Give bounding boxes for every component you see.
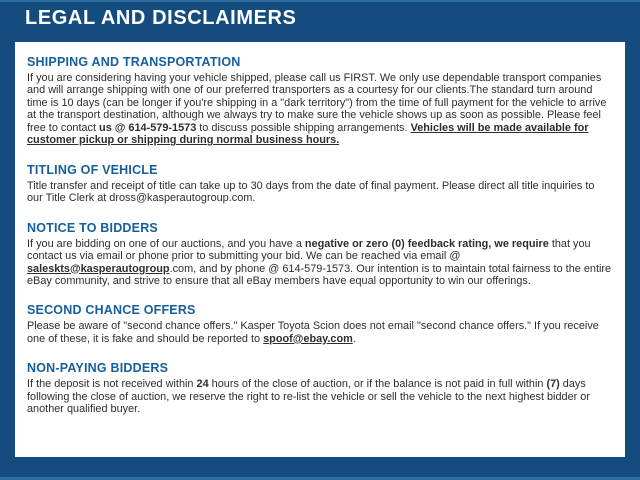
section-heading-notice-to-bidders: NOTICE TO BIDDERS [27, 220, 158, 235]
paragraph-text: If you are considering having your vehicle shipped, please call us FIRST. We only use dependable transport companies and will arrange shipping with one of our preferred transporters as a courtesy for our clients.The standard turn around time is 10 days (can be longer if you're shipping in a "dark territory") from the time of full payment for the vehicle to arrive at the transport destination, although we always try to make sure the vehicle shows up as soon as possible. Please feel free to contact [27, 72, 607, 134]
section-paragraph-shipping-and-transportation [27, 72, 613, 147]
section-paragraph-non-paying-bidders [27, 378, 613, 415]
disclaimer-panel [15, 42, 625, 457]
disclaimer-section-shipping-and-transportation [27, 55, 613, 147]
page-title: LEGAL AND DISCLAIMERS [25, 7, 297, 29]
section-heading-titling-of-vehicle: TITLING OF VEHICLE [27, 162, 158, 177]
deposit-hours: 24 [196, 378, 209, 391]
balance-days: (7) [546, 378, 560, 391]
disclaimer-section-non-paying-bidders [27, 361, 613, 415]
paragraph-text: hours of the close of auction, or if the balance is not paid in full within [208, 378, 547, 391]
section-heading-second-chance-offers: SECOND CHANCE OFFERS [27, 303, 196, 318]
section-heading-non-paying-bidders: NON-PAYING BIDDERS [27, 361, 169, 376]
top-edge-highlight [0, 0, 640, 2]
section-heading-shipping-and-transportation: SHIPPING AND TRANSPORTATION [27, 55, 241, 69]
disclaimer-section-titling-of-vehicle [27, 163, 613, 205]
feedback-rating-emphasis: negative or zero (0) feedback rating, we require [304, 237, 549, 250]
paragraph-text: days following the close of auction, we reserve the right to re-list the vehicle or sell the vehicle to the next highest bidder or another qualified buyer. [27, 378, 590, 416]
section-paragraph-notice-to-bidders [27, 238, 613, 288]
paragraph-text: If the deposit is not received within [27, 378, 197, 391]
paragraph-text: .com, and by phone @ 614-579-1573. Our intention is to maintain total fairness to the entire eBay community, and strive to ensure that all eBay members have equal opportunity to win our offerings. [27, 262, 612, 287]
paragraph-text: If you are bidding on one of our auctions, and you have a [27, 237, 305, 250]
spoof-report-email: spoof@ebay.com [263, 332, 353, 345]
paragraph-text: to discuss possible shipping arrangements. [196, 121, 411, 134]
shipping-contact-phone: us @ 614-579-1573 [99, 121, 197, 134]
section-paragraph-titling-of-vehicle [27, 180, 613, 205]
section-paragraph-second-chance-offers [27, 320, 613, 345]
disclaimer-sections [27, 55, 613, 416]
paragraph-text: Please be aware of "second chance offers." Kasper Toyota Scion does not email "second chance offers." If you receive one of these, it is fake and should be reported to [27, 320, 599, 345]
disclaimer-section-notice-to-bidders [27, 221, 613, 288]
sales-email: saleskts@kasperautogroup [27, 262, 170, 275]
paragraph-text: . [352, 332, 356, 345]
pickup-policy-emphasis: Vehicles will be made available for customer pickup or shipping during normal business hours. [27, 121, 589, 147]
paragraph-text: that you contact us via email or phone prior to submitting your bid. We can be reached via email @ [27, 237, 591, 263]
disclaimer-section-second-chance-offers [27, 303, 613, 345]
paragraph-text: Title transfer and receipt of title can take up to 30 days from the date of final payment. Please direct all title inquiries to our Title Clerk at dross@kasperautogroup.com. [27, 179, 595, 205]
